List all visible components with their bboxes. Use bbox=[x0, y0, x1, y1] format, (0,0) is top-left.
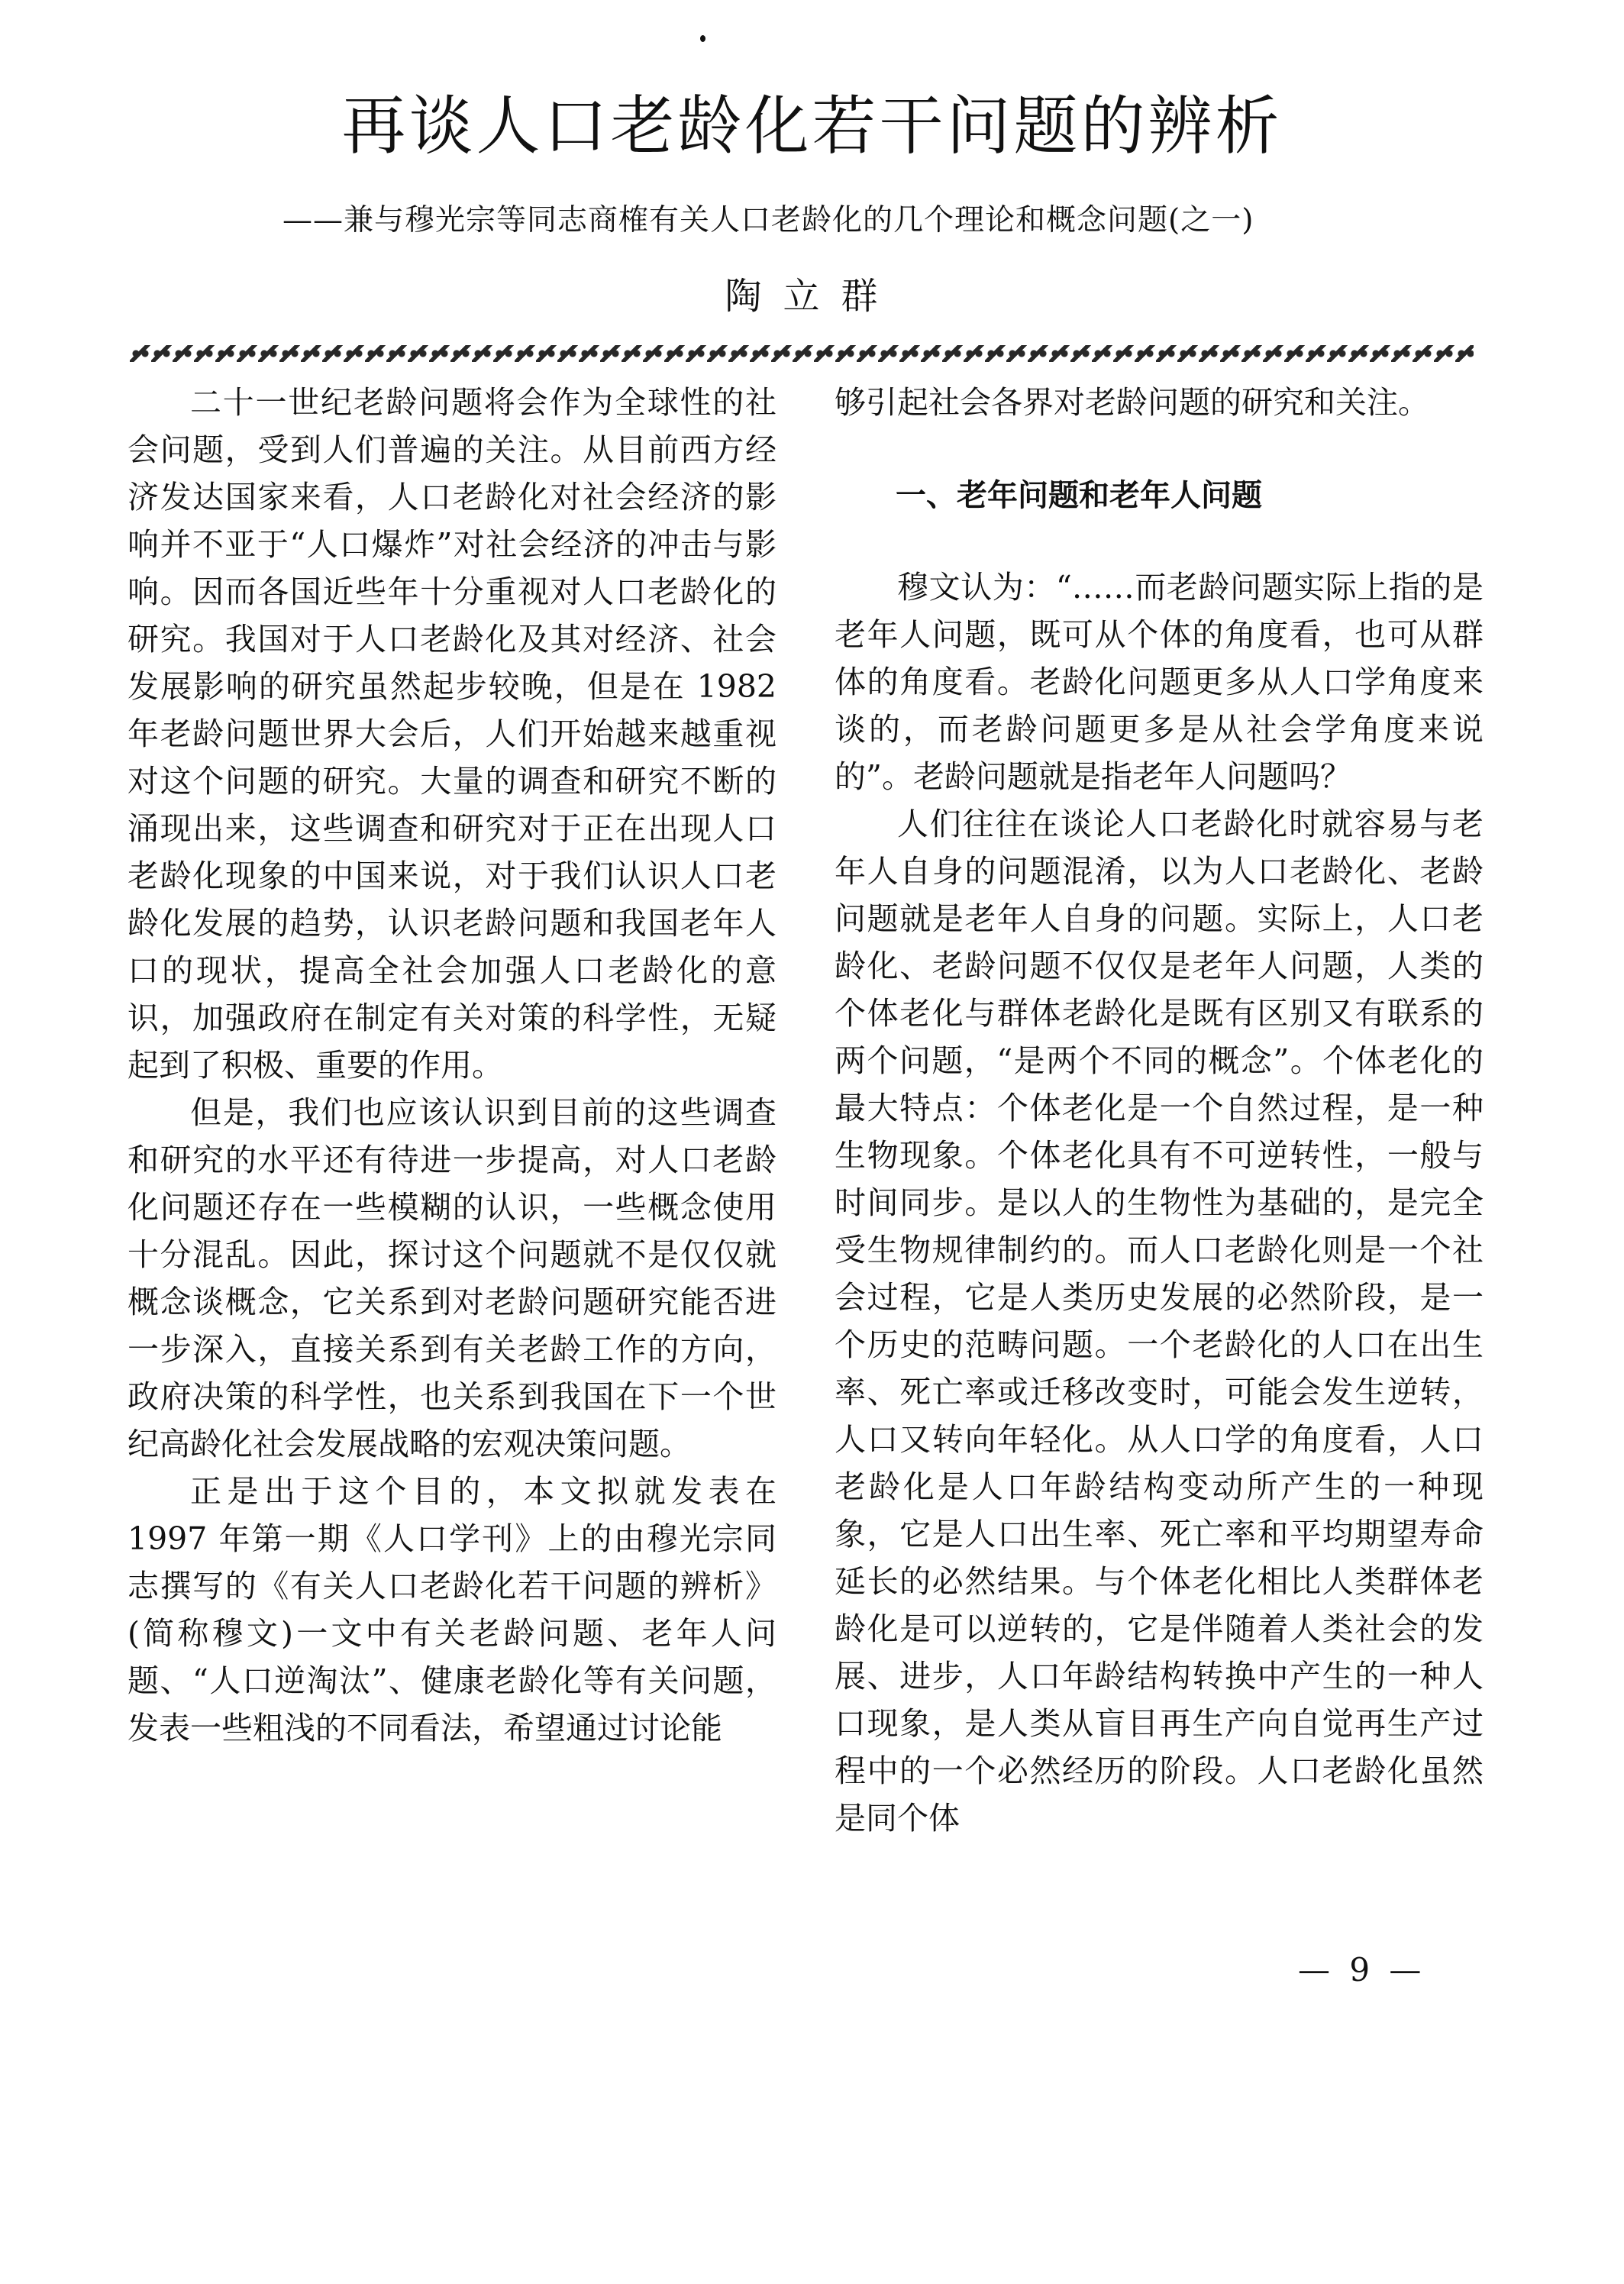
spacer bbox=[835, 519, 1484, 564]
paragraph: 二十一世纪老龄问题将会作为全球性的社会问题，受到人们普遍的关注。从目前西方经济发达国家来看，人口老龄化对社会经济的影响并不亚于“人口爆炸”对社会经济的冲击与影响。因而各国近些年十分重视对人口老龄化的研究。我国对于人口老龄化及其对经济、社会发展影响的研究虽然起步较晚，但是在 1982 年老龄问题世界大会后，人们开始越来越重视对这个问题的研究。大量的调查和研究不断的涌现出来，这些调查和研究对于正在出现人口老龄化现象的中国来说，对于我们认识人口老龄化发展的趋势，认识老龄问题和我国老年人口的现状，提高全社会加强人口老龄化的意识，加强政府在制定有关对策的科学性，无疑起到了积极、重要的作用。 bbox=[128, 384, 776, 1084]
top-dot-mark bbox=[700, 35, 705, 42]
decorative-divider bbox=[130, 345, 1474, 362]
paragraph: 穆文认为：“……而老龄问题实际上指的是老年人问题，既可从个体的角度看，也可从群体的角度看。老龄化问题更多从人口学角度来谈的，而老龄问题更多是从社会学角度来说的”。老龄问题就是指老年人问题吗？ bbox=[835, 569, 1484, 795]
article-subtitle: ——兼与穆光宗等同志商榷有关人口老龄化的几个理论和概念问题(之一) bbox=[283, 203, 1254, 237]
paragraph: 人们往往在谈论人口老龄化时就容易与老年人自身的问题混淆，以为人口老龄化、老龄问题就是老年人自身的问题。实际上，人口老龄化、老龄问题不仅仅是老年人问题，人类的个体老化与群体老龄化是既有区别又有联系的两个问题，“是两个不同的概念”。个体老化的最大特点：个体老化是一个自然过程，是一种生物现象。个体老化具有不可逆转性，一般与时间同步。是以人的生物性为基础的，是完全受生物规律制约的。而人口老龄化则是一个社会过程，它是人类历史发展的必然阶段，是一个历史的范畴问题。一个老龄化的人口在出生率、死亡率或迁移改变时，可能会发生逆转，人口又转向年轻化。从人口学的角度看，人口老龄化是人口年龄结构变动所产生的一种现象，它是人口出生率、死亡率和平均期望寿命延长的必然结果。与个体老化相比人类群体老龄化是可以逆转的，它是伴随着人类社会的发展、进步，人口年龄结构转换中产生的一种人口现象，是人类从盲目再生产向自觉再生产过程中的一个必然经历的阶段。人口老龄化虽然是同个体 bbox=[835, 806, 1484, 1837]
paragraph: 正是出于这个目的，本文拟就发表在 1997 年第一期《人口学刊》上的由穆光宗同志撰写的《有关人口老龄化若干问题的辨析》(简称穆文)一文中有关老龄问题、老年人问题、“人口逆淘汰”、健康老龄化等有关问题，发表一些粗浅的不同看法，希望通过讨论能 bbox=[128, 1473, 776, 1746]
page-number: — 9 — bbox=[1298, 1951, 1426, 1988]
right-column bbox=[835, 379, 1484, 1842]
left-column bbox=[128, 379, 776, 1752]
paragraph: 但是，我们也应该认识到目前的这些调查和研究的水平还有待进一步提高，对人口老龄化问题还存在一些模糊的认识，一些概念使用十分混乱。因此，探讨这个问题就不是仅仅就概念谈概念，它关系到对老龄问题研究能否进一步深入，直接关系到有关老龄工作的方向，政府决策的科学性，也关系到我国在下一个世纪高龄化社会发展战略的宏观决策问题。 bbox=[128, 1094, 776, 1462]
article-author: 陶立群 bbox=[725, 275, 899, 318]
article-title: 再谈人口老龄化若干问题的辨析 bbox=[341, 89, 1283, 163]
section-heading: 一、老年问题和老年人问题 bbox=[896, 478, 1262, 513]
paragraph-continuation: 够引起社会各界对老龄问题的研究和关注。 bbox=[835, 384, 1429, 421]
spacer bbox=[835, 426, 1484, 472]
